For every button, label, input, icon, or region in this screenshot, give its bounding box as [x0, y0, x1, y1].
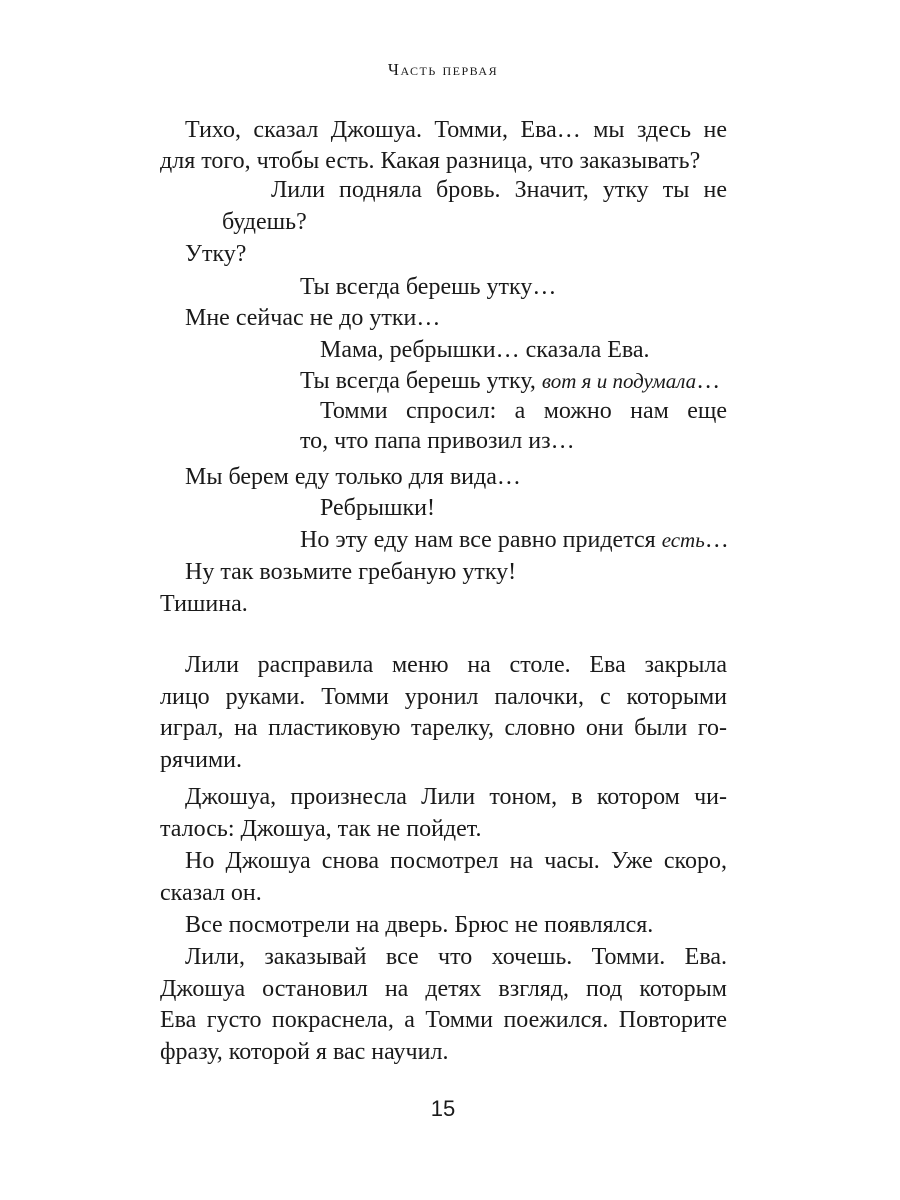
text-line: фразу, которой я вас научил. — [160, 1039, 449, 1065]
text-line: рячими. — [160, 747, 242, 773]
text-line: то, что папа привозил из… — [300, 428, 575, 454]
text-line: Лили, заказывай все что хочешь. Томми. Ева. — [185, 944, 727, 970]
text-segment: Но эту еду нам все равно придется — [300, 527, 662, 553]
text-line: Ребрышки! — [320, 495, 435, 521]
text-line: Ну так возьмите гребаную утку! — [185, 559, 517, 585]
text-line: Мама, ребрышки… сказала Ева. — [320, 337, 650, 363]
text-segment: … — [704, 527, 729, 553]
text-line: Лили расправила меню на столе. Ева закрыла — [185, 652, 727, 678]
text-line: для того, чтобы есть. Какая разница, что заказывать? — [160, 148, 701, 174]
text-line: Тихо, сказал Джошуа. Томми, Ева… мы здесь не — [185, 117, 727, 143]
text-line: Утку? — [185, 241, 247, 267]
page-number: 15 — [430, 1096, 456, 1121]
text-line: Ты всегда берешь утку… — [300, 274, 557, 300]
text-line: Лили подняла бровь. Значит, утку ты не — [271, 177, 727, 203]
text-line: Джошуа, произнесла Лили тоном, в котором чи- — [185, 784, 727, 810]
italic-segment: есть — [661, 528, 705, 552]
text-line: будешь? — [222, 209, 307, 235]
text-line: Но Джошуа снова посмотрел на часы. Уже скоро, — [185, 848, 727, 874]
text-line: Тишина. — [160, 591, 248, 617]
text-segment: Ты всегда берешь утку, — [300, 368, 542, 394]
text-line — [300, 366, 720, 396]
text-line: играл, на пластиковую тарелку, словно они были го- — [160, 715, 727, 741]
text-line — [300, 525, 729, 555]
text-segment: … — [696, 368, 721, 394]
text-line: талось: Джошуа, так не пойдет. — [160, 816, 482, 842]
text-line: Ева густо покраснела, а Томми поежился. Повторите — [160, 1007, 727, 1033]
text-line: Все посмотрели на дверь. Брюс не появлялся. — [185, 912, 654, 938]
text-line: Мне сейчас не до утки… — [185, 305, 441, 331]
text-line: сказал он. — [160, 880, 262, 906]
text-line: Томми спросил: а можно нам еще — [320, 398, 727, 424]
text-line: Джошуа остановил на детях взгляд, под которым — [160, 976, 727, 1002]
text-line: Мы берем еду только для вида… — [185, 464, 521, 490]
text-line: лицо руками. Томми уронил палочки, с которыми — [160, 684, 727, 710]
italic-segment: вот я и подумала — [541, 369, 697, 393]
running-header: Часть первая — [387, 60, 499, 79]
